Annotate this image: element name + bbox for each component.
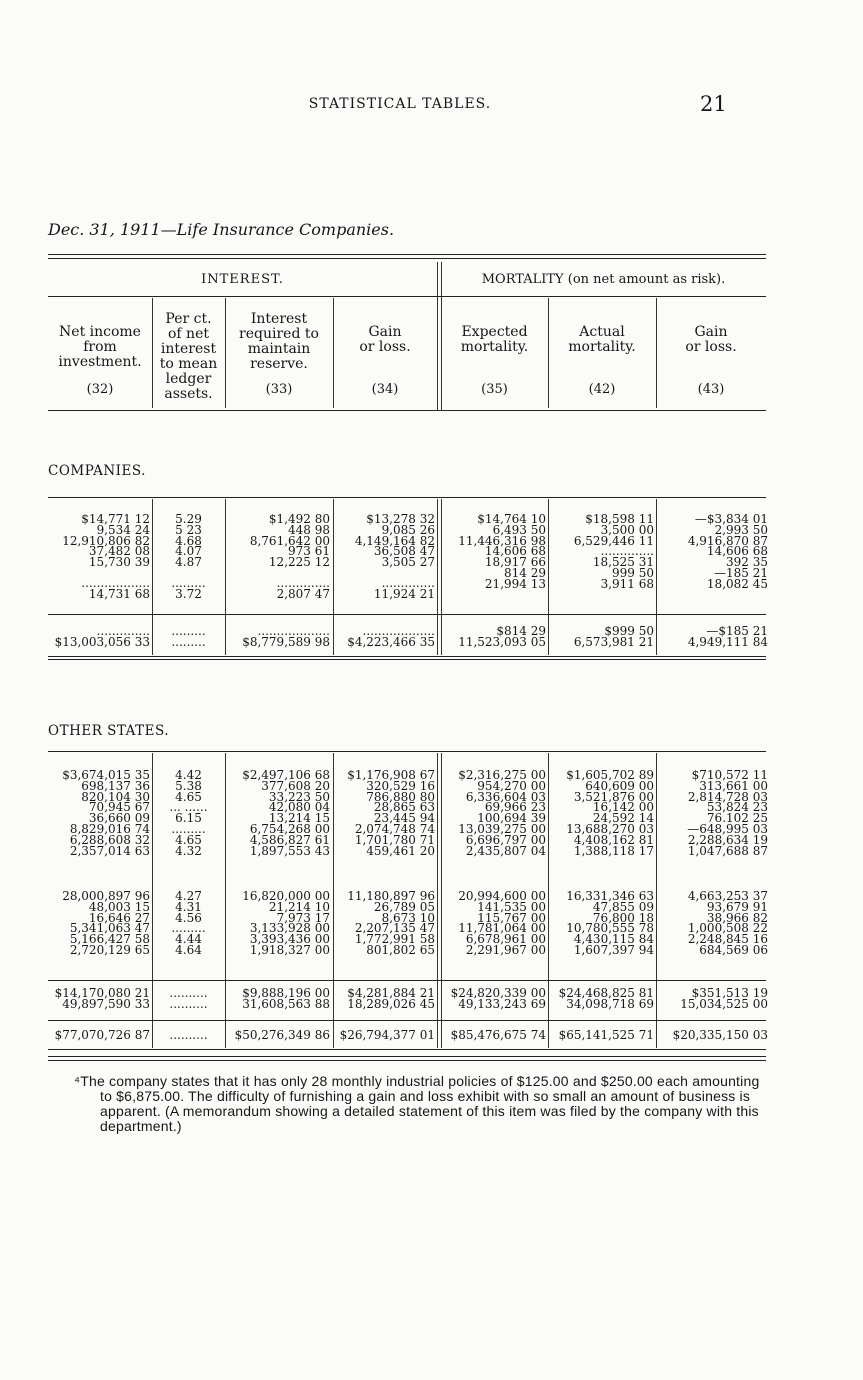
other-states-grand-total-cell: $65,141,525 71: [558, 1028, 654, 1042]
other-states-data-cell: 4,663,253 37 93,679 91 38,966 82 1,000,508 22 2,248,845 16 684,569 06: [687, 889, 768, 957]
mortality-group-header: MORTALITY (on net amount as risk).: [481, 272, 726, 287]
companies-subtotal-cell: .................. 14,731 68: [81, 576, 150, 601]
other-states-data-cell: $710,572 11 313,661 00 2,814,728 03 53,824 23 76.102 25 —648,995 03 2,288,634 19 1,047,688 87: [687, 768, 768, 858]
column-heading: Expected mortality.: [460, 324, 529, 355]
other-states-data-cell: $2,316,275 00 954,270 00 6,336,604 03 69,966 23 100,694 39 13,039,275 00 6,696,797 00 2,435,807 04: [458, 768, 546, 858]
other-states-bottom-rule-2: [48, 1056, 766, 1057]
group-divider: [441, 753, 442, 1048]
table-subtitle: Dec. 31, 1911—Life Insurance Companies.: [48, 220, 395, 239]
col-divider: [548, 499, 549, 655]
footnote: [74, 1073, 768, 1134]
other-states-data-cell: $2,497,106 68 377,608 20 33,223 50 42,080 04 13,214 15 6,754,268 00 4,586,827 61 1,897,553 43: [242, 768, 330, 858]
companies-top-rule: [48, 497, 766, 498]
running-header: STATISTICAL TABLES.: [308, 96, 492, 112]
other-states-subtotal-cell: .......... ..........: [169, 986, 208, 1011]
companies-total-cell: .............. $13,003,056 33: [54, 624, 150, 649]
companies-total-cell: ................... $8,779,589 98: [242, 624, 330, 649]
column-number: (34): [371, 382, 399, 397]
footnote-text: ⁴The company states that it has only 28 monthly industrial policies of $125.00 and $250.00 each amounting to $6,875.00. The difficulty of furnishing a gain and loss exhibit with so small an amount of business is apparent. (A memorandum showing a detailed statement of this item was filed by the company with this department.): [74, 1073, 760, 1134]
companies-data-cell: $1,492 80 448 98 8,761,642 00 973 61 12,225 12: [249, 512, 330, 570]
other-states-subtotal-cell: $9,888,196 00 31,608,563 88: [242, 986, 330, 1011]
other-states-data-cell: 4.27 4.31 4.56 ......... 4.44 4.64: [171, 889, 206, 957]
column-heading: Actual mortality.: [568, 324, 636, 355]
col-divider: [333, 753, 334, 1048]
column-number: (32): [86, 382, 114, 397]
column-heading: Gain or loss.: [685, 324, 737, 355]
companies-bottom-rule-2: [48, 659, 766, 660]
companies-subtotal-cell: ......... 3.72: [171, 576, 206, 601]
other-states-grand-total-cell: $50,276,349 86: [234, 1028, 330, 1042]
companies-total-cell: ......... .........: [171, 624, 206, 649]
other-states-bottom-rule: [48, 1049, 766, 1050]
top-double-rule-2: [48, 258, 766, 259]
group-divider: [437, 753, 438, 1048]
col-divider: [225, 753, 226, 1048]
companies-total-cell: $999 50 6,573,981 21: [573, 624, 654, 649]
other-states-subtotal-rule: [48, 980, 766, 981]
companies-total-cell: —$185 21 4,949,111 84: [687, 624, 768, 649]
group-header-rule: [48, 296, 766, 297]
column-heading: Per ct. of net interest to mean ledger assets.: [159, 311, 218, 402]
companies-data-cell: 5.29 5 23 4.68 4.07 4.87: [175, 512, 202, 570]
companies-data-cell: $14,771 12 9,534 24 12,910,806 82 37,482 08 15,730 39: [62, 512, 150, 570]
column-number: (43): [697, 382, 725, 397]
companies-bottom-rule: [48, 656, 766, 657]
column-number: (42): [588, 382, 616, 397]
other-states-subtotal-cell: $4,281,884 21 18,289,026 45: [347, 986, 435, 1011]
companies-total-cell: $814 29 11,523,093 05: [458, 624, 546, 649]
page-number: 21: [700, 92, 727, 116]
other-states-subtotal-cell: $351,513 19 15,034,525 00: [680, 986, 768, 1011]
other-states-grand-total-cell: $85,476,675 74: [450, 1028, 546, 1042]
companies-subtotal-cell: .............. 2,807 47: [276, 576, 330, 601]
column-number: (35): [481, 382, 508, 397]
other-states-data-cell: 4.42 5.38 4.65 ... ...... 6.15 ......... 4.65 4.32: [169, 768, 208, 858]
other-states-data-cell: 11,180,897 96 26,789 05 8,673 10 2,207,135 47 1,772,991 58 801,802 65: [347, 889, 435, 957]
group-divider: [437, 499, 438, 655]
interest-group-header: INTEREST.: [201, 272, 284, 287]
other-states-subtotal-cell: $24,468,825 81 34,098,718 69: [558, 986, 654, 1011]
companies-total-cell: ................... $4,223,466 35: [347, 624, 435, 649]
col-divider: [548, 753, 549, 1048]
other-states-subtotal-cell: $24,820,339 00 49,133,243 69: [450, 986, 546, 1011]
other-states-data-cell: 16,331,346 63 47,855 09 76,800 18 10,780,555 78 4,430,115 84 1,607,397 94: [566, 889, 654, 957]
other-states-grand-total-cell: $20,335,150 03: [672, 1028, 768, 1042]
group-divider: [441, 499, 442, 655]
companies-data-cell: —$3,834 01 2,993 50 4,916,870 87 14,606 68 392 35 —185 21 18,082 45: [687, 512, 768, 591]
col-divider: [656, 753, 657, 1048]
section-title-companies: COMPANIES.: [48, 463, 146, 479]
col-divider: [656, 499, 657, 655]
col-divider: [225, 499, 226, 655]
companies-data-cell: $14,764 10 6,493 50 11,446,316 98 14,606 68 18,917 66 814 29 21,994 13: [458, 512, 546, 591]
section-title-other-states: OTHER STATES.: [48, 723, 170, 739]
other-states-top-rule: [48, 751, 766, 752]
column-heading: Interest required to maintain reserve.: [239, 311, 319, 372]
other-states-data-cell: $1,605,702 89 640,609 00 3,521,876 00 16,142 00 24,592 14 13,688,270 03 4,408,162 81 1,388,118 17: [566, 768, 654, 858]
other-states-data-cell: 16,820,000 00 21,214 10 7,973 17 3,133,928 00 3,393,436 00 1,918,327 00: [242, 889, 330, 957]
other-states-data-cell: $1,176,908 67 320,529 16 786,880 80 28,865 63 23,445 94 2,074,748 74 1,701,780 71 459,461 20: [347, 768, 435, 858]
companies-data-cell: $18,598 11 3,500 00 6,529,446 11 .............. 18,525 31 999 50 3,911 68: [573, 512, 654, 591]
other-states-grand-total-cell: $26,794,377 01: [339, 1028, 435, 1042]
other-states-data-cell: 20,994,600 00 141,535 00 115,767 00 11,781,064 00 6,678,961 00 2,291,967 00: [458, 889, 546, 957]
other-states-grand-total-cell: $77,070,726 87: [54, 1028, 150, 1042]
companies-data-cell: $13,278 32 9,085 26 4,149,164 82 36,508 47 3,505 27: [354, 512, 435, 570]
other-states-total-rule: [48, 1020, 766, 1021]
other-states-data-cell: 28,000,897 96 48,003 15 16,646 27 5,341,063 47 5,166,427 58 2,720,129 65: [62, 889, 150, 957]
other-states-bottom-rule-3: [48, 1060, 766, 1061]
col-divider: [333, 499, 334, 655]
column-heading: Gain or loss.: [359, 324, 411, 355]
other-states-data-cell: $3,674,015 35 698,137 36 820,104 30 70,945 67 36,660 09 8,829,016 74 6,288,608 32 2,357,014 63: [62, 768, 150, 858]
header-bottom-rule: [48, 410, 766, 411]
other-states-subtotal-cell: $14,170,080 21 49,897,590 33: [54, 986, 150, 1011]
companies-mid-rule: [48, 614, 766, 615]
column-heading: Net income from investment.: [58, 324, 142, 370]
other-states-grand-total-cell: ..........: [169, 1028, 208, 1042]
companies-subtotal-cell: .............. 11,924 21: [373, 576, 435, 601]
group-divider-1: [437, 262, 438, 410]
top-double-rule-1: [48, 254, 766, 255]
column-number: (33): [265, 382, 293, 397]
